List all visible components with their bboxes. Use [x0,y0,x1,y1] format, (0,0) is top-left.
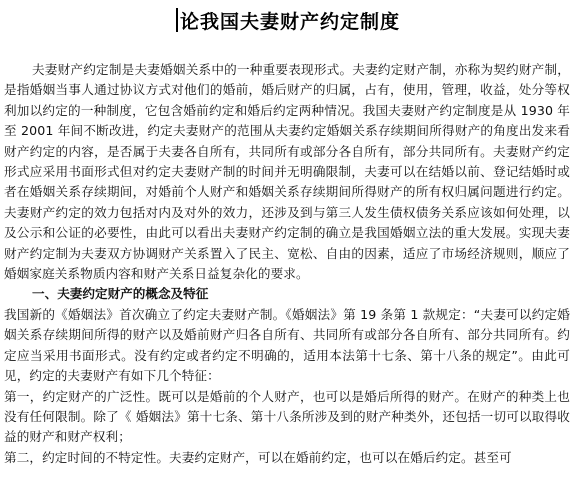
point-2-paragraph: 第二，约定时间的不特定性。夫妻约定财产，可以在婚前约定，也可以在婚后约定。甚至可 [4,449,512,465]
intro-paragraph: 夫妻财产约定制是夫妻婚姻关系中的一种重要表现形式。夫妻约定财产制，亦称为契约财产制，是指婚姻当事人通过协议方式对他们的婚前，婚后财产的归属，占有，使用，管理，收益，处分等权利加以约定的一种制度，它包含婚前约定和婚后约定两种情况。我国夫妻财产约定制度是从 1930 年至 2001 年间不断改进，约定夫妻财产的范围从夫妻约定婚姻关系存续期间所得财产的角度出发来看财产约定的内容，是否属于夫妻各自所有，共同所有或部分各自所有，部分共同所有。夫妻财产约定形式应采用书面形式但对约定夫妻财产制的时间并无明确限制，夫妻可以在结婚以前、登记结婚时或者在婚姻关系存续期间，对婚前个人财产和婚姻关系存续期间所得财产的所有权归属问题进行约定。夫妻财产约定的效力包括对内及对外的效力，还涉及到与第三人发生债权债务关系应该如何处理，以及公示和公证的必要性，由此可以看出夫妻财产约定制的确立是我国婚姻立法的重大发展。实现夫妻财产约定制为夫妻双方协调财产关系置入了民主、宽松、自由的因素，适应了市场经济规则，顺应了婚姻家庭关系物质内容和财产关系日益复杂化的要求。 [4,62,570,282]
section-1-heading: 一、夫妻约定财产的概念及特征 [32,286,209,302]
document-body [4,60,570,468]
document-title: 论我国夫妻财产约定制度 [180,10,401,33]
point-1-paragraph: 第一，约定财产的广泛性。既可以是婚前的个人财产，也可以是婚后所得的财产。在财产的种类上也没有任何限制。除了《 婚姻法》第十七条、第十八条所涉及到的财产种类外，还包括一切可以取得收益的财产和财产权利； [4,388,570,445]
section-1-paragraph: 我国新的《婚姻法》首次确立了约定夫妻财产制。《婚姻法》第 19 条第 1 款规定：“夫妻可以约定婚姻关系存续期间所得的财产以及婚前财产归各自所有、共同所有或部分各自所有、部分共同所有。约定应当采用书面形式。没有约定或者约定不明确的，适用本法第十七条、第十八条的规定”。由此可见，约定的夫妻财产有如下几个特征： [4,306,570,384]
text-cursor [176,8,178,32]
title-row [176,6,400,34]
